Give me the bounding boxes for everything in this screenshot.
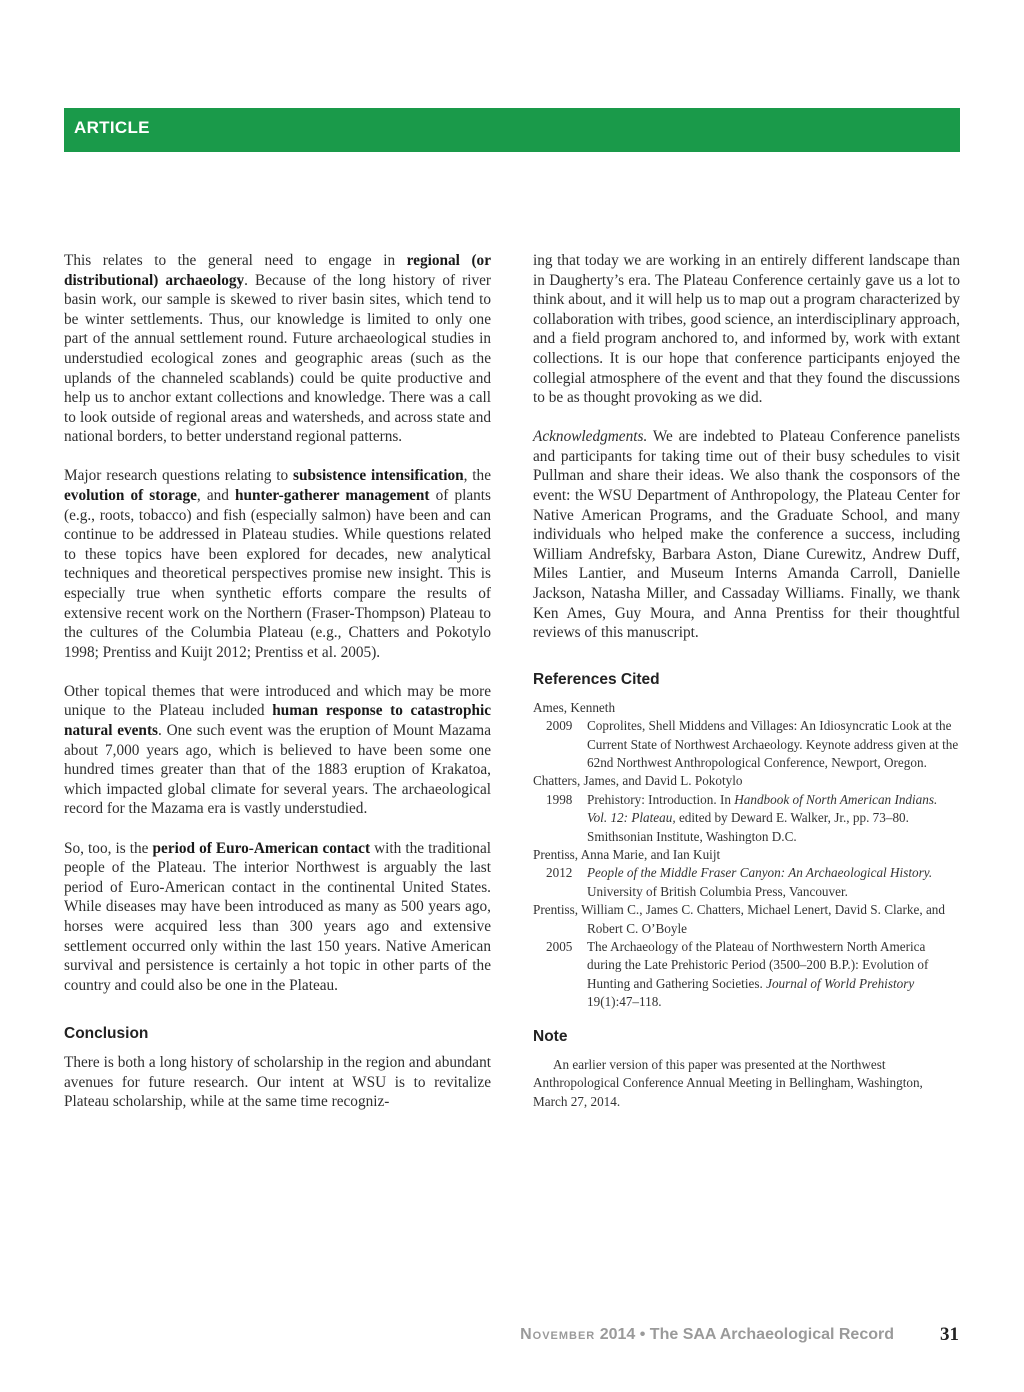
paragraph-euro-american-contact: So, too, is the period of Euro-American contact with the traditional people of the Plateau. The interior Northwest is arguably the last period of Euro-American contact in the continental United States. While diseases may have been introduced as many as 500 years ago, horses were acquired less than 300 years ago and extensive settlement occurred only within the last 150 years. Native American survival and persistence is certainly a hot topic in other parts of the country and could also be one in the Plateau.	[64, 839, 491, 994]
reference-author: Prentiss, William C., James C. Chatters, Michael Lenert, David S. Clarke, and Robert C. O’Boyle	[533, 902, 945, 936]
footer-title: 2014 • The SAA Archaeological Record	[595, 1326, 894, 1343]
reference-author: Ames, Kenneth	[533, 699, 616, 715]
section-banner	[64, 108, 960, 152]
key-term: period of Euro-American contact	[152, 839, 371, 857]
reference-item	[533, 772, 960, 846]
left-column	[64, 251, 491, 1132]
conclusion-heading: Conclusion	[64, 1025, 149, 1043]
footer-month: November	[520, 1326, 596, 1343]
reference-year: 2005	[546, 939, 573, 955]
note-heading: Note	[533, 1027, 568, 1045]
key-term: subsistence intensification	[293, 467, 464, 485]
key-term: evolution of storage	[64, 487, 197, 505]
references-list	[533, 699, 960, 1012]
footer-journal	[520, 1326, 894, 1344]
note-text: An earlier version of this paper was presented at the Northwest Anthropological Conference Annual Meeting in Bellingham, Washington, March 27, 2014.	[533, 1056, 923, 1109]
acknowledgments-label: Acknowledgments.	[533, 428, 648, 446]
paragraph-research-questions: Major research questions relating to subsistence intensification, the evolution of storage, and hunter-gatherer management of plants (e.g., roots, tobacco) and fish (especially salmon) have been and can continue to be addressed in Plateau studies. While questions related to these topics have been explored for decades, new analytical techniques and theoretical perspectives promise new insight. This is especially true when synthetic efforts compare the results of extensive recent work on the Northern (Fraser-Thompson) Plateau to the cultures of the Columbia Plateau (e.g., Chatters and Pokotylo 1998; Prentiss and Kuijt 2012; Prentiss et al. 2005).	[64, 467, 492, 661]
references-heading: References Cited	[533, 670, 660, 688]
key-term: hunter-gatherer management	[235, 487, 430, 505]
reference-year: 1998	[546, 791, 573, 807]
reference-entry: 2012 People of the Middle Fraser Canyon: An Archaeological History. University of British Columbia Press, Vancouver.	[546, 865, 933, 899]
reference-item	[533, 846, 960, 901]
paragraph-conclusion: There is both a long history of scholarship in the region and abundant avenues for future research. Our intent at WSU is to revitalize Plateau scholarship, while at the same time recogniz-	[64, 1054, 491, 1111]
reference-author: Chatters, James, and David L. Pokotylo	[533, 773, 743, 789]
paragraph-conclusion-continued: ing that today we are working in an entirely different landscape than in Daugherty’s era. The Plateau Conference certainly gave us a lot to think about, and it will help us to map out a program characterized by collaboration with tribes, good science, an interdisciplinary approach, and a field program anchored to, and informed by, work with extant collections. It is our hope that conference participants enjoyed the collegial atmosphere of the event and that they found the discussions to be as thought provoking as we did.	[533, 252, 960, 407]
paragraph-catastrophic-events: Other topical themes that were introduced and which may be more unique to the Plateau included human response to catastrophic natural events. One such event was the eruption of Mount Mazama about 7,000 years ago, which is believed to have been some one hundred times greater than that of the 1883 eruption of Krakatoa, which impacted global climate for several years. The archaeological record for the Mazama era is vastly understudied.	[64, 682, 492, 818]
reference-entry: 2009 Coprolites, Shell Middens and Villages: An Idiosyncratic Look at the Current State of Northwest Archaeology. Keynote address given at the 62nd Northwest Anthropological Conference, Newport, Oregon.	[546, 718, 959, 770]
reference-item	[533, 901, 960, 1011]
section-label: ARTICLE	[74, 118, 150, 137]
reference-entry: 1998 Prehistory: Introduction. In Handbook of North American Indians. Vol. 12: Plateau, edited by Deward E. Walker, Jr., pp. 73–80. Smithsonian Institute, Washington D.C.	[546, 791, 938, 844]
key-term: human response to catastrophic natural events	[64, 702, 492, 740]
reference-year: 2012	[546, 865, 573, 881]
reference-entry: 2005 The Archaeology of the Plateau of Northwestern North America during the Late Prehistoric Period (3500–200 B.P.): Evolution of Hunting and Gathering Societies. Journal of World Prehistory 19(1):47–118.	[546, 939, 929, 1010]
reference-author: Prentiss, Anna Marie, and Ian Kuijt	[533, 847, 721, 863]
paragraph-regional: This relates to the general need to engage in regional (or distributional) archaeology. Because of the long history of river basin work, our sample is skewed to river basin sites, which tend to be winter settlements. Thus, our knowledge is limited to only one part of the annual settlement round. Future archaeological studies in understudied ecological zones and geographic areas (such as the uplands of the channeled scablands) could be quite productive and help us to anchor extant collections and knowledge. There was a call to look outside of regional areas and watersheds, and across state and national borders, to better understand regional patterns.	[64, 252, 491, 446]
page-number: 31	[940, 1324, 959, 1345]
paragraph-acknowledgments: Acknowledgments. We are indebted to Plateau Conference panelists and participants for taking time out of their busy schedules to visit Pullman and share their ideas. We also thank the cosponsors of the event: the WSU Department of Anthropology, the Plateau Center for Native American Programs, and the Graduate School, and many individuals who helped make the conference a success, including William Andrefsky, Barbara Aston, Diane Curewitz, Andrew Duff, Miles Lantier, and Museum Interns Amanda Carroll, Danielle Jackson, Natasha Miller, and Cassaday Williams. Finally, we thank Ken Ames, Guy Moura, and Anna Prentiss for their thoughtful reviews of this manuscript.	[533, 428, 960, 642]
reference-year: 2009	[546, 718, 573, 734]
right-column	[533, 251, 960, 1111]
key-term: regional (or distributional) archaeology	[64, 252, 491, 289]
reference-item	[533, 699, 960, 773]
